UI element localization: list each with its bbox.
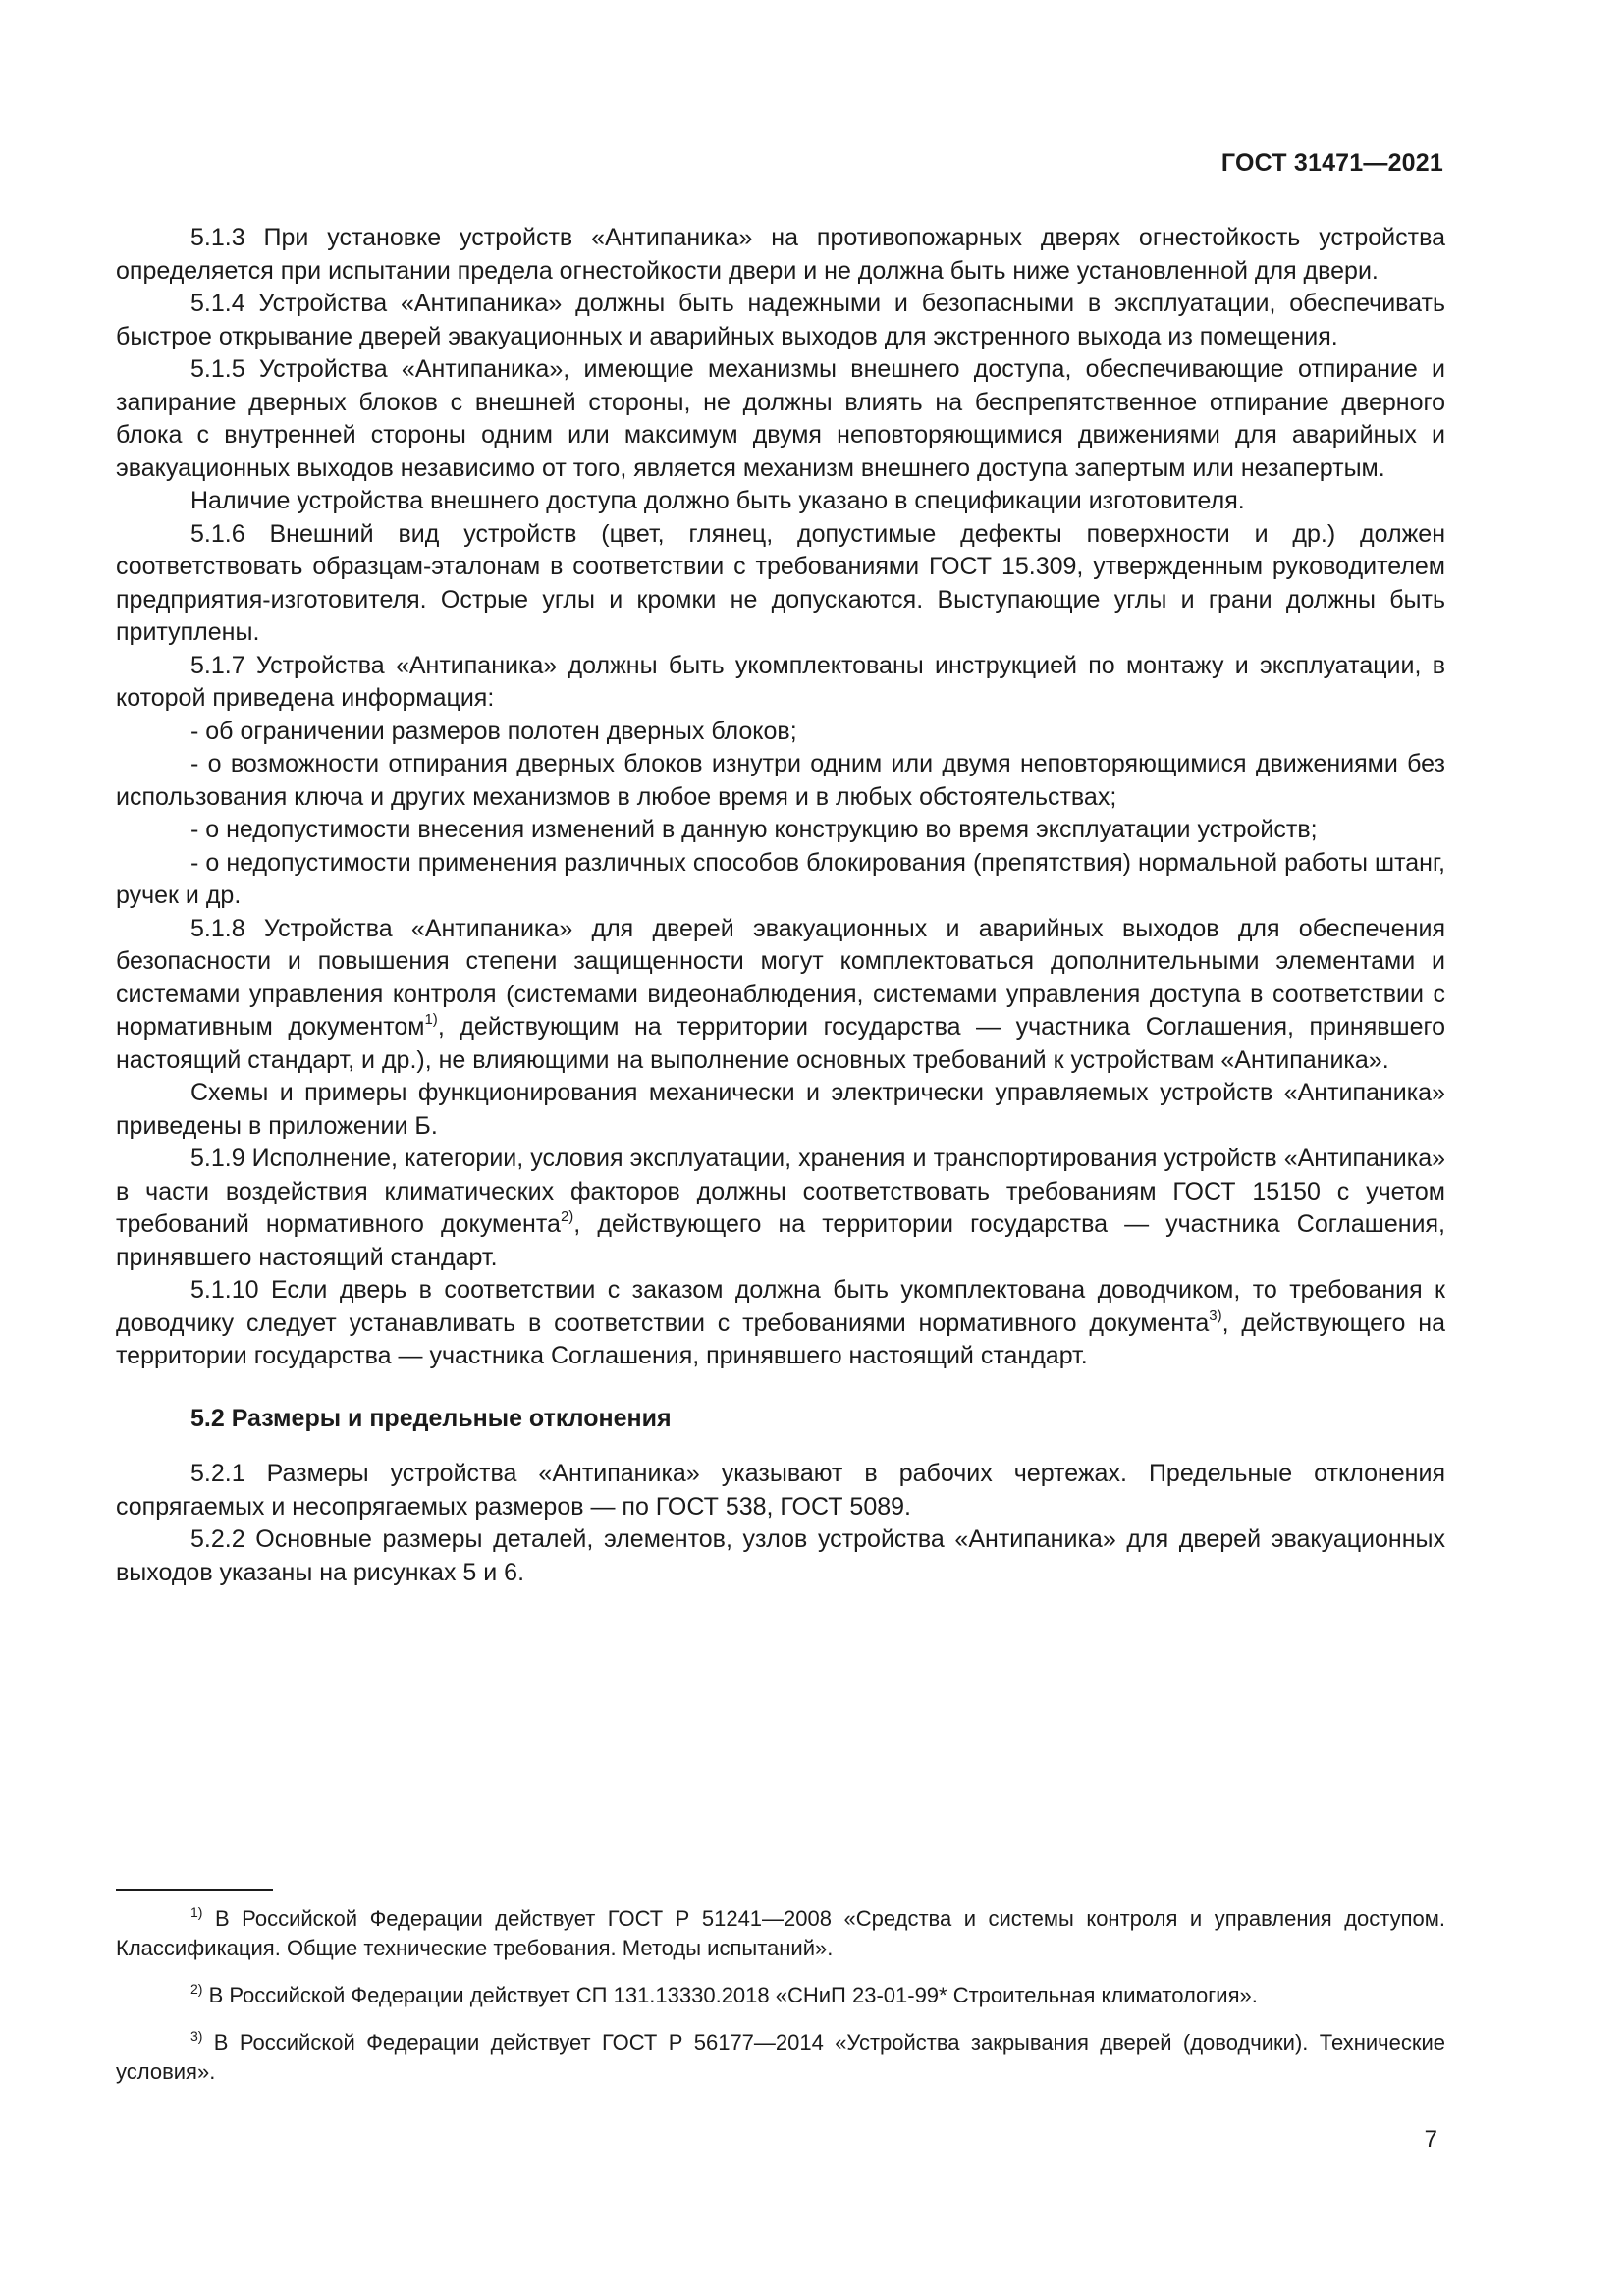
page-number: 7 [1424, 2126, 1437, 2153]
footnote-ref-1: 1) [424, 1011, 438, 1028]
list-item: - о недопустимости внесения изменений в данную конструкцию во время эксплуатации устройств; [190, 816, 1318, 843]
paragraph-5-1-7: 5.1.7 Устройства «Антипаника» должны быть укомплектованы инструкцией по монтажу и эксплуатации, в которой приведена информация: [116, 651, 1445, 712]
paragraph-text-tail: , действующего на территории государства — участника Соглашения, принявшего настоящий стандарт. [116, 1308, 1446, 1369]
list-item: - об ограничении размеров полотен дверных блоков; [190, 717, 797, 745]
footnote-text: В Российской Федерации действует ГОСТ Р 56177—2014 «Устройства закрывания дверей (доводчики). Технические условия». [116, 2030, 1445, 2084]
paragraph-5-1-6: 5.1.6 Внешний вид устройств (цвет, глянец, допустимые дефекты поверхности и др.) должен соответствовать образцам-эталонам в соответствии с требованиями ГОСТ 15.309, утвержденным руководителем предприятия-изготовителя. Острые углы и кромки не допускаются. Выступающие углы и грани должны быть притуплены. [116, 519, 1445, 646]
paragraph-5-1-8 [116, 913, 1445, 1078]
paragraph-5-1-9 [116, 1143, 1445, 1274]
paragraph-schemes: Схемы и примеры функционирования механически и электрически управляемых устройств «Антипаника» приведены в приложении Б. [116, 1079, 1445, 1140]
paragraph-5-1-3: 5.1.3 При установке устройств «Антипаника» на противопожарных дверях огнестойкость устройства определяется при испытании предела огнестойкости двери и не должна быть ниже установленной для двери. [116, 224, 1445, 285]
footnote-2 [116, 1981, 1445, 2010]
footnote-3 [116, 2028, 1445, 2087]
footnote-divider [116, 1889, 273, 1891]
paragraph-5-1-5: 5.1.5 Устройства «Антипаника», имеющие механизмы внешнего доступа, обеспечивающие отпирание и запирание дверных блоков с внешней стороны, не должны влиять на беспрепятственное отпирание дверного блока с внутренней стороны одним или максимум двумя неповторяющимися движениями для аварийных и эвакуационных выходов независимо от того, является механизм внешнего доступа запертым или незапертым. [116, 355, 1445, 482]
document-header: ГОСТ 31471—2021 [1220, 149, 1443, 177]
paragraph-text-tail: , действующего на территории государства — участника Соглашения, принявшего настоящий стандарт. [116, 1210, 1446, 1271]
paragraph-text: 5.1.10 Если дверь в соответствии с заказом должна быть укомплектована доводчиком, то требования к доводчику следует устанавливать в соответствии с требованиями нормативного документа [116, 1276, 1445, 1337]
footnotes [116, 1904, 1445, 2105]
paragraph-5-1-10 [116, 1274, 1445, 1373]
paragraph-5-2-2: 5.2.2 Основные размеры деталей, элементов, узлов устройства «Антипаника» для дверей эвакуационных выходов указаны на рисунках 5 и 6. [116, 1525, 1445, 1586]
footnote-mark: 2) [190, 1981, 203, 1997]
section-heading-5-2: 5.2 Размеры и предельные отклонения [190, 1404, 672, 1432]
paragraph-5-2-1: 5.2.1 Размеры устройства «Антипаника» указывают в рабочих чертежах. Предельные отклонения сопрягаемых и несопрягаемых размеров — по ГОСТ 538, ГОСТ 5089. [116, 1460, 1445, 1521]
footnote-ref-3: 3) [1209, 1307, 1222, 1324]
document-body [116, 222, 1445, 1589]
paragraph-5-1-4: 5.1.4 Устройства «Антипаника» должны быть надежными и безопасными в эксплуатации, обеспечивать быстрое открывание дверей эвакуационных и аварийных выходов для экстренного выхода из помещения. [116, 290, 1445, 350]
list-item: - о недопустимости применения различных способов блокирования (препятствия) нормальной работы штанг, ручек и др. [116, 848, 1445, 909]
paragraph-text: 5.1.9 Исполнение, категории, условия эксплуатации, хранения и транспортирования устройств «Антипаника» в части воздействия климатических факторов должны соответствовать требованиям ГОСТ 15150 с учетом требований нормативного документа [116, 1145, 1445, 1238]
footnote-mark: 3) [190, 2028, 203, 2044]
paragraph-external-access: Наличие устройства внешнего доступа должно быть указано в спецификации изготовителя. [190, 487, 1245, 514]
footnote-text: В Российской Федерации действует СП 131.13330.2018 «СНиП 23-01-99* Строительная климатология». [202, 1983, 1258, 2007]
footnote-mark: 1) [190, 1904, 203, 1920]
paragraph-text-tail: , действующим на территории государства — участника Соглашения, принявшего настоящий стандарт, и др.), не влияющими на выполнение основных требований к устройствам «Антипаника». [116, 1013, 1445, 1074]
footnote-ref-2: 2) [560, 1208, 574, 1225]
footnote-1 [116, 1904, 1445, 1963]
paragraph-text: 5.1.8 Устройства «Антипаника» для дверей эвакуационных и аварийных выходов для обеспечения безопасности и повышения степени защищенности могут комплектоваться дополнительными элементами и системами управления контроля (системами видеонаблюдения, системами управления доступа в соответствии с нормативным документом [116, 914, 1445, 1041]
list-item: - о возможности отпирания дверных блоков изнутри одним или двумя неповторяющимися движениями без использования ключа и других механизмов в любое время и в любых обстоятельствах; [116, 750, 1445, 811]
footnote-text: В Российской Федерации действует ГОСТ Р 51241—2008 «Средства и системы контроля и управления доступом. Классификация. Общие технические требования. Методы испытаний». [116, 1906, 1445, 1960]
